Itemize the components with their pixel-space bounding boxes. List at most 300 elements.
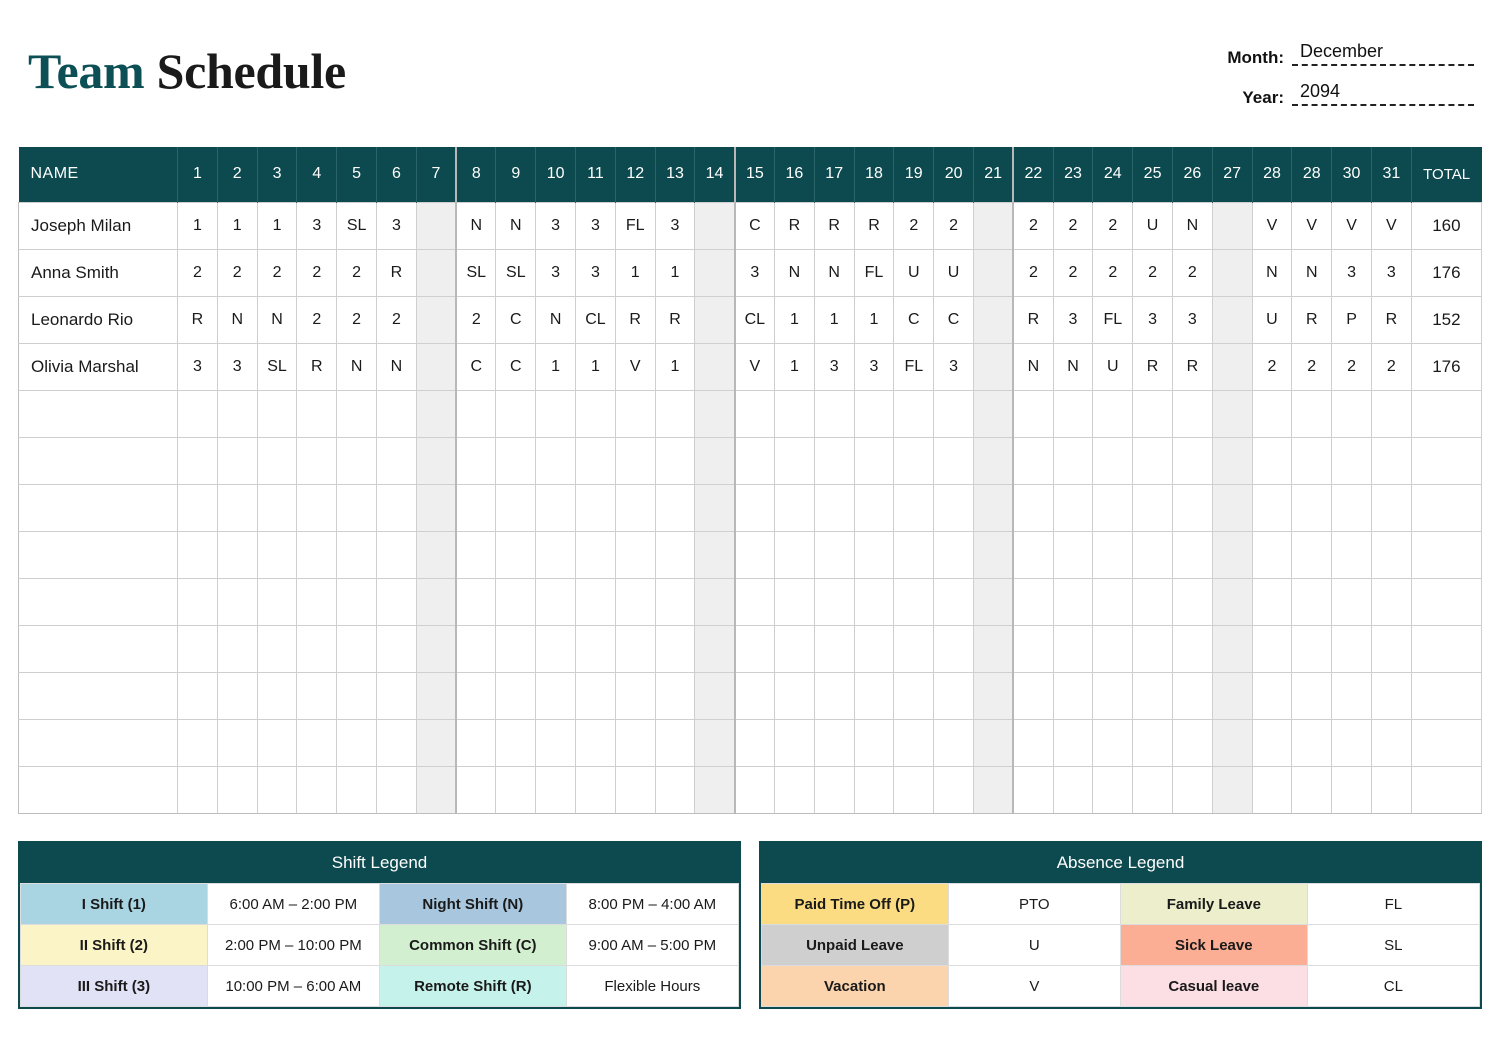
shift-cell-empty[interactable] (1053, 531, 1093, 578)
shift-cell-empty[interactable] (894, 578, 934, 625)
shift-cell-empty[interactable] (854, 625, 894, 672)
shift-cell-empty[interactable] (1371, 578, 1411, 625)
shift-cell-empty[interactable] (735, 719, 775, 766)
shift-cell[interactable]: R (1292, 296, 1332, 343)
shift-cell-empty[interactable] (854, 531, 894, 578)
shift-cell-empty[interactable] (615, 437, 655, 484)
shift-cell-empty[interactable] (297, 437, 337, 484)
shift-cell-empty[interactable] (1212, 390, 1252, 437)
shift-cell-empty[interactable] (735, 625, 775, 672)
shift-cell[interactable]: 1 (178, 202, 218, 249)
shift-cell-empty[interactable] (1172, 437, 1212, 484)
shift-cell-empty[interactable] (1212, 202, 1252, 249)
shift-cell-empty[interactable] (1332, 484, 1372, 531)
shift-cell-empty[interactable] (217, 672, 257, 719)
shift-cell-empty[interactable] (257, 578, 297, 625)
shift-cell[interactable]: P (1332, 296, 1372, 343)
shift-cell[interactable]: 1 (655, 249, 695, 296)
shift-cell-empty[interactable] (1252, 390, 1292, 437)
shift-cell-empty[interactable] (695, 719, 735, 766)
shift-cell-empty[interactable] (695, 202, 735, 249)
shift-cell[interactable]: CL (735, 296, 775, 343)
shift-cell[interactable]: N (814, 249, 854, 296)
shift-cell-empty[interactable] (775, 578, 815, 625)
shift-cell-empty[interactable] (655, 437, 695, 484)
shift-cell-empty[interactable] (973, 296, 1013, 343)
shift-cell-empty[interactable] (1093, 531, 1133, 578)
shift-cell-empty[interactable] (655, 719, 695, 766)
shift-cell[interactable]: 1 (257, 202, 297, 249)
shift-cell-empty[interactable] (1212, 296, 1252, 343)
employee-name-cell-empty[interactable] (19, 390, 178, 437)
shift-cell-empty[interactable] (1172, 766, 1212, 813)
shift-cell-empty[interactable] (973, 578, 1013, 625)
shift-cell[interactable]: C (496, 343, 536, 390)
shift-cell-empty[interactable] (695, 531, 735, 578)
shift-cell-empty[interactable] (615, 390, 655, 437)
shift-cell-empty[interactable] (377, 390, 417, 437)
shift-cell-empty[interactable] (496, 672, 536, 719)
shift-cell-empty[interactable] (1292, 390, 1332, 437)
shift-cell-empty[interactable] (775, 719, 815, 766)
shift-cell-empty[interactable] (1252, 531, 1292, 578)
shift-cell-empty[interactable] (1252, 719, 1292, 766)
shift-cell-empty[interactable] (178, 390, 218, 437)
shift-cell-empty[interactable] (1252, 766, 1292, 813)
shift-cell-empty[interactable] (217, 766, 257, 813)
shift-cell-empty[interactable] (297, 390, 337, 437)
shift-cell[interactable]: 1 (217, 202, 257, 249)
shift-cell[interactable]: C (894, 296, 934, 343)
shift-cell-empty[interactable] (496, 625, 536, 672)
shift-cell-empty[interactable] (1133, 390, 1173, 437)
shift-cell-empty[interactable] (775, 672, 815, 719)
shift-cell-empty[interactable] (814, 766, 854, 813)
shift-cell-empty[interactable] (894, 766, 934, 813)
shift-cell-empty[interactable] (655, 672, 695, 719)
shift-cell[interactable]: U (894, 249, 934, 296)
shift-cell-empty[interactable] (1212, 578, 1252, 625)
shift-cell[interactable]: 3 (814, 343, 854, 390)
shift-cell[interactable]: V (735, 343, 775, 390)
shift-cell-empty[interactable] (1172, 719, 1212, 766)
shift-cell-empty[interactable] (257, 672, 297, 719)
shift-cell-empty[interactable] (1013, 531, 1053, 578)
shift-cell-empty[interactable] (257, 484, 297, 531)
shift-cell[interactable]: FL (854, 249, 894, 296)
shift-cell-empty[interactable] (536, 531, 576, 578)
shift-cell-empty[interactable] (1292, 437, 1332, 484)
shift-cell[interactable]: CL (576, 296, 616, 343)
shift-cell-empty[interactable] (1212, 484, 1252, 531)
shift-cell-empty[interactable] (377, 672, 417, 719)
shift-cell[interactable]: U (1093, 343, 1133, 390)
month-input[interactable]: December (1292, 42, 1474, 66)
shift-cell-empty[interactable] (337, 766, 377, 813)
shift-cell-empty[interactable] (735, 578, 775, 625)
shift-cell[interactable]: 3 (1172, 296, 1212, 343)
shift-cell-empty[interactable] (854, 719, 894, 766)
shift-cell-empty[interactable] (416, 343, 456, 390)
shift-cell-empty[interactable] (1332, 672, 1372, 719)
shift-cell-empty[interactable] (1053, 437, 1093, 484)
shift-cell-empty[interactable] (536, 578, 576, 625)
shift-cell[interactable]: R (655, 296, 695, 343)
shift-cell-empty[interactable] (337, 390, 377, 437)
shift-cell-empty[interactable] (814, 531, 854, 578)
shift-cell-empty[interactable] (416, 202, 456, 249)
shift-cell-empty[interactable] (894, 719, 934, 766)
shift-cell-empty[interactable] (1093, 578, 1133, 625)
shift-cell-empty[interactable] (655, 766, 695, 813)
shift-cell-empty[interactable] (934, 437, 974, 484)
shift-cell-empty[interactable] (615, 719, 655, 766)
shift-cell-empty[interactable] (1013, 484, 1053, 531)
shift-cell-empty[interactable] (217, 625, 257, 672)
shift-cell-empty[interactable] (257, 766, 297, 813)
shift-cell-empty[interactable] (416, 766, 456, 813)
shift-cell-empty[interactable] (178, 437, 218, 484)
shift-cell[interactable]: U (934, 249, 974, 296)
shift-cell-empty[interactable] (337, 484, 377, 531)
shift-cell-empty[interactable] (337, 625, 377, 672)
shift-cell-empty[interactable] (178, 719, 218, 766)
shift-cell[interactable]: 1 (615, 249, 655, 296)
shift-cell-empty[interactable] (536, 766, 576, 813)
shift-cell[interactable]: 2 (377, 296, 417, 343)
shift-cell-empty[interactable] (456, 390, 496, 437)
shift-cell[interactable]: N (536, 296, 576, 343)
shift-cell-empty[interactable] (973, 202, 1013, 249)
shift-cell[interactable]: 2 (297, 296, 337, 343)
shift-cell-empty[interactable] (1212, 343, 1252, 390)
shift-cell-empty[interactable] (735, 672, 775, 719)
shift-cell[interactable]: C (735, 202, 775, 249)
shift-cell[interactable]: V (615, 343, 655, 390)
shift-cell-empty[interactable] (1053, 719, 1093, 766)
shift-cell[interactable]: U (1252, 296, 1292, 343)
shift-cell-empty[interactable] (416, 719, 456, 766)
shift-cell-empty[interactable] (416, 484, 456, 531)
shift-cell[interactable]: 2 (297, 249, 337, 296)
shift-cell-empty[interactable] (695, 296, 735, 343)
employee-name-cell-empty[interactable] (19, 672, 178, 719)
shift-cell-empty[interactable] (615, 672, 655, 719)
shift-cell-empty[interactable] (1212, 249, 1252, 296)
shift-cell-empty[interactable] (615, 531, 655, 578)
shift-cell-empty[interactable] (257, 390, 297, 437)
shift-cell[interactable]: 2 (1053, 202, 1093, 249)
shift-cell[interactable]: R (178, 296, 218, 343)
shift-cell-empty[interactable] (536, 484, 576, 531)
shift-cell-empty[interactable] (1292, 484, 1332, 531)
shift-cell[interactable]: N (377, 343, 417, 390)
shift-cell-empty[interactable] (854, 484, 894, 531)
shift-cell-empty[interactable] (854, 672, 894, 719)
shift-cell-empty[interactable] (1093, 719, 1133, 766)
shift-cell[interactable]: 2 (1133, 249, 1173, 296)
shift-cell-empty[interactable] (1252, 672, 1292, 719)
shift-cell-empty[interactable] (1013, 390, 1053, 437)
shift-cell[interactable]: 2 (217, 249, 257, 296)
shift-cell-empty[interactable] (934, 672, 974, 719)
employee-name-cell-empty[interactable] (19, 578, 178, 625)
shift-cell-empty[interactable] (695, 343, 735, 390)
shift-cell-empty[interactable] (217, 437, 257, 484)
shift-cell[interactable]: 2 (1093, 249, 1133, 296)
shift-cell-empty[interactable] (735, 766, 775, 813)
shift-cell-empty[interactable] (1332, 437, 1372, 484)
shift-cell-empty[interactable] (536, 390, 576, 437)
shift-cell-empty[interactable] (456, 672, 496, 719)
shift-cell[interactable]: R (854, 202, 894, 249)
shift-cell-empty[interactable] (1133, 625, 1173, 672)
shift-cell-empty[interactable] (217, 578, 257, 625)
shift-cell-empty[interactable] (456, 719, 496, 766)
shift-cell-empty[interactable] (377, 766, 417, 813)
shift-cell[interactable]: SL (496, 249, 536, 296)
shift-cell[interactable]: C (934, 296, 974, 343)
shift-cell-empty[interactable] (416, 672, 456, 719)
shift-cell-empty[interactable] (1371, 625, 1411, 672)
shift-cell-empty[interactable] (1212, 672, 1252, 719)
shift-cell-empty[interactable] (814, 625, 854, 672)
shift-cell-empty[interactable] (178, 766, 218, 813)
shift-cell-empty[interactable] (1332, 625, 1372, 672)
shift-cell-empty[interactable] (178, 625, 218, 672)
shift-cell[interactable]: 2 (1013, 249, 1053, 296)
shift-cell-empty[interactable] (1133, 672, 1173, 719)
shift-cell-empty[interactable] (973, 484, 1013, 531)
shift-cell-empty[interactable] (1332, 719, 1372, 766)
shift-cell-empty[interactable] (377, 625, 417, 672)
shift-cell-empty[interactable] (1053, 484, 1093, 531)
shift-cell[interactable]: N (1172, 202, 1212, 249)
shift-cell[interactable]: N (217, 296, 257, 343)
shift-cell[interactable]: 2 (1252, 343, 1292, 390)
shift-cell-empty[interactable] (416, 390, 456, 437)
shift-cell[interactable]: 2 (1053, 249, 1093, 296)
shift-cell-empty[interactable] (973, 437, 1013, 484)
shift-cell-empty[interactable] (297, 625, 337, 672)
shift-cell[interactable]: 2 (178, 249, 218, 296)
shift-cell-empty[interactable] (496, 390, 536, 437)
shift-cell-empty[interactable] (456, 578, 496, 625)
shift-cell-empty[interactable] (1053, 578, 1093, 625)
shift-cell-empty[interactable] (1013, 578, 1053, 625)
shift-cell-empty[interactable] (178, 578, 218, 625)
shift-cell-empty[interactable] (775, 766, 815, 813)
shift-cell[interactable]: 1 (854, 296, 894, 343)
shift-cell-empty[interactable] (337, 437, 377, 484)
employee-name-cell-empty[interactable] (19, 719, 178, 766)
shift-cell-empty[interactable] (1292, 625, 1332, 672)
shift-cell-empty[interactable] (337, 578, 377, 625)
shift-cell-empty[interactable] (1252, 484, 1292, 531)
shift-cell[interactable]: 2 (1013, 202, 1053, 249)
shift-cell-empty[interactable] (496, 578, 536, 625)
employee-name-cell[interactable]: Leonardo Rio (19, 296, 178, 343)
shift-cell-empty[interactable] (1371, 766, 1411, 813)
shift-cell-empty[interactable] (1093, 766, 1133, 813)
shift-cell-empty[interactable] (416, 531, 456, 578)
shift-cell-empty[interactable] (576, 672, 616, 719)
shift-cell-empty[interactable] (257, 531, 297, 578)
shift-cell[interactable]: 3 (735, 249, 775, 296)
shift-cell-empty[interactable] (297, 484, 337, 531)
shift-cell-empty[interactable] (1292, 578, 1332, 625)
shift-cell-empty[interactable] (217, 484, 257, 531)
shift-cell-empty[interactable] (695, 484, 735, 531)
shift-cell-empty[interactable] (655, 390, 695, 437)
shift-cell[interactable]: 3 (1053, 296, 1093, 343)
shift-cell[interactable]: 2 (337, 296, 377, 343)
shift-cell-empty[interactable] (456, 625, 496, 672)
shift-cell[interactable]: 3 (934, 343, 974, 390)
shift-cell-empty[interactable] (1332, 578, 1372, 625)
shift-cell-empty[interactable] (615, 578, 655, 625)
shift-cell[interactable]: N (337, 343, 377, 390)
shift-cell[interactable]: 3 (655, 202, 695, 249)
shift-cell-empty[interactable] (695, 249, 735, 296)
shift-cell-empty[interactable] (1133, 437, 1173, 484)
shift-cell[interactable]: 3 (377, 202, 417, 249)
shift-cell[interactable]: R (297, 343, 337, 390)
shift-cell-empty[interactable] (655, 484, 695, 531)
shift-cell[interactable]: 1 (536, 343, 576, 390)
shift-cell-empty[interactable] (695, 766, 735, 813)
shift-cell-empty[interactable] (1172, 578, 1212, 625)
shift-cell-empty[interactable] (1332, 390, 1372, 437)
shift-cell-empty[interactable] (814, 437, 854, 484)
shift-cell-empty[interactable] (894, 531, 934, 578)
shift-cell-empty[interactable] (1133, 766, 1173, 813)
shift-cell-empty[interactable] (655, 625, 695, 672)
shift-cell-empty[interactable] (814, 484, 854, 531)
shift-cell-empty[interactable] (1332, 766, 1372, 813)
shift-cell[interactable]: 2 (337, 249, 377, 296)
shift-cell-empty[interactable] (416, 296, 456, 343)
shift-cell-empty[interactable] (655, 578, 695, 625)
shift-cell-empty[interactable] (1133, 531, 1173, 578)
shift-cell-empty[interactable] (377, 437, 417, 484)
shift-cell[interactable]: SL (257, 343, 297, 390)
shift-cell-empty[interactable] (775, 531, 815, 578)
shift-cell-empty[interactable] (934, 578, 974, 625)
shift-cell[interactable]: R (1371, 296, 1411, 343)
shift-cell[interactable]: 3 (217, 343, 257, 390)
shift-cell-empty[interactable] (1212, 531, 1252, 578)
shift-cell-empty[interactable] (496, 766, 536, 813)
shift-cell-empty[interactable] (1013, 437, 1053, 484)
shift-cell-empty[interactable] (576, 625, 616, 672)
shift-cell-empty[interactable] (1371, 719, 1411, 766)
shift-cell[interactable]: N (456, 202, 496, 249)
shift-cell-empty[interactable] (377, 531, 417, 578)
shift-cell-empty[interactable] (1013, 672, 1053, 719)
shift-cell-empty[interactable] (735, 437, 775, 484)
employee-name-cell-empty[interactable] (19, 484, 178, 531)
employee-name-cell[interactable]: Anna Smith (19, 249, 178, 296)
shift-cell[interactable]: FL (615, 202, 655, 249)
shift-cell[interactable]: 2 (1371, 343, 1411, 390)
employee-name-cell-empty[interactable] (19, 766, 178, 813)
shift-cell[interactable]: N (1292, 249, 1332, 296)
shift-cell-empty[interactable] (1093, 672, 1133, 719)
shift-cell[interactable]: 1 (775, 343, 815, 390)
shift-cell[interactable]: 2 (1172, 249, 1212, 296)
shift-cell-empty[interactable] (973, 531, 1013, 578)
shift-cell-empty[interactable] (894, 672, 934, 719)
shift-cell-empty[interactable] (973, 719, 1013, 766)
shift-cell[interactable]: N (257, 296, 297, 343)
shift-cell[interactable]: 3 (536, 249, 576, 296)
shift-cell[interactable]: 1 (775, 296, 815, 343)
shift-cell-empty[interactable] (695, 578, 735, 625)
shift-cell[interactable]: R (1133, 343, 1173, 390)
shift-cell-empty[interactable] (1053, 625, 1093, 672)
shift-cell-empty[interactable] (1013, 719, 1053, 766)
shift-cell[interactable]: 2 (894, 202, 934, 249)
shift-cell[interactable]: V (1292, 202, 1332, 249)
shift-cell-empty[interactable] (257, 719, 297, 766)
year-input[interactable]: 2094 (1292, 82, 1474, 106)
shift-cell-empty[interactable] (416, 437, 456, 484)
shift-cell-empty[interactable] (1133, 719, 1173, 766)
shift-cell-empty[interactable] (217, 719, 257, 766)
shift-cell-empty[interactable] (973, 625, 1013, 672)
shift-cell-empty[interactable] (496, 531, 536, 578)
shift-cell-empty[interactable] (536, 719, 576, 766)
shift-cell-empty[interactable] (1292, 719, 1332, 766)
shift-cell[interactable]: 2 (456, 296, 496, 343)
shift-cell-empty[interactable] (337, 672, 377, 719)
shift-cell[interactable]: 2 (1093, 202, 1133, 249)
shift-cell-empty[interactable] (576, 719, 616, 766)
shift-cell-empty[interactable] (496, 437, 536, 484)
shift-cell-empty[interactable] (1172, 672, 1212, 719)
shift-cell[interactable]: C (496, 296, 536, 343)
shift-cell-empty[interactable] (377, 484, 417, 531)
shift-cell-empty[interactable] (1292, 531, 1332, 578)
shift-cell[interactable]: 3 (1371, 249, 1411, 296)
shift-cell[interactable]: R (1013, 296, 1053, 343)
shift-cell-empty[interactable] (1371, 390, 1411, 437)
shift-cell[interactable]: 1 (576, 343, 616, 390)
shift-cell-empty[interactable] (894, 390, 934, 437)
shift-cell-empty[interactable] (934, 390, 974, 437)
shift-cell-empty[interactable] (416, 578, 456, 625)
shift-cell-empty[interactable] (1093, 625, 1133, 672)
shift-cell[interactable]: R (377, 249, 417, 296)
shift-cell-empty[interactable] (934, 766, 974, 813)
shift-cell-empty[interactable] (297, 672, 337, 719)
shift-cell-empty[interactable] (1371, 484, 1411, 531)
shift-cell-empty[interactable] (854, 766, 894, 813)
shift-cell-empty[interactable] (1332, 531, 1372, 578)
shift-cell-empty[interactable] (934, 625, 974, 672)
shift-cell[interactable]: 3 (178, 343, 218, 390)
shift-cell-empty[interactable] (1133, 484, 1173, 531)
shift-cell-empty[interactable] (536, 625, 576, 672)
shift-cell[interactable]: N (1252, 249, 1292, 296)
shift-cell-empty[interactable] (615, 484, 655, 531)
shift-cell-empty[interactable] (894, 625, 934, 672)
shift-cell-empty[interactable] (1212, 437, 1252, 484)
shift-cell-empty[interactable] (297, 531, 337, 578)
shift-cell[interactable]: 3 (1133, 296, 1173, 343)
shift-cell-empty[interactable] (695, 672, 735, 719)
